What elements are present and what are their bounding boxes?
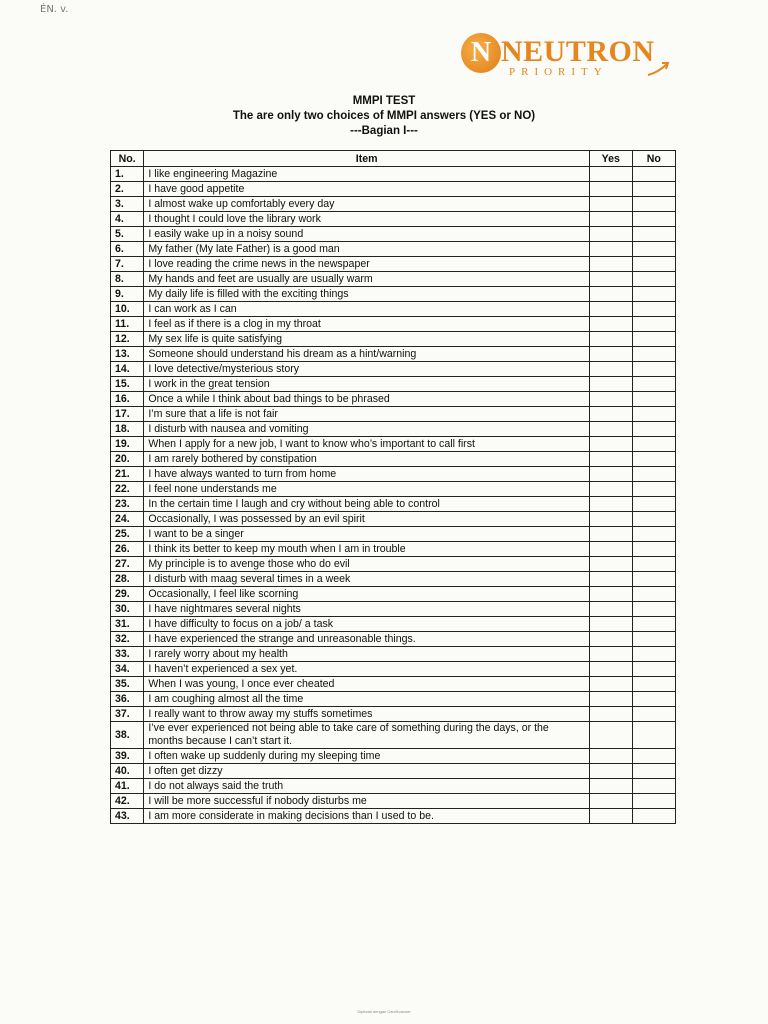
table-row (111, 557, 676, 572)
row-number: 26. (111, 542, 144, 557)
row-item-text: I love reading the crime news in the newspaper (144, 257, 590, 272)
row-number: 9. (111, 287, 144, 302)
answer-no-cell[interactable] (632, 437, 676, 452)
row-number: 16. (111, 392, 144, 407)
row-number: 11. (111, 317, 144, 332)
answer-yes-cell[interactable] (590, 707, 632, 722)
answer-yes-cell[interactable] (590, 542, 632, 557)
table-row (111, 362, 676, 377)
table-row (111, 497, 676, 512)
answer-no-cell[interactable] (632, 587, 676, 602)
table-row (111, 749, 676, 764)
row-item-text: I think its better to keep my mouth when I am in trouble (144, 542, 590, 557)
answer-no-cell[interactable] (632, 572, 676, 587)
answer-yes-cell[interactable] (590, 167, 632, 182)
row-item-text: I will be more successful if nobody disturbs me (144, 794, 590, 809)
table-row (111, 287, 676, 302)
row-number: 43. (111, 809, 144, 824)
row-number: 30. (111, 602, 144, 617)
table-header-row (111, 151, 676, 167)
answer-no-cell[interactable] (632, 497, 676, 512)
answer-no-cell[interactable] (632, 662, 676, 677)
row-item-text: I am rarely bothered by constipation (144, 452, 590, 467)
row-item-text: Occasionally, I feel like scorning (144, 587, 590, 602)
row-number: 35. (111, 677, 144, 692)
row-item-text: I have nightmares several nights (144, 602, 590, 617)
row-item-text: I can work as I can (144, 302, 590, 317)
table-row (111, 707, 676, 722)
answer-yes-cell[interactable] (590, 662, 632, 677)
row-number: 4. (111, 212, 144, 227)
answer-yes-cell[interactable] (590, 212, 632, 227)
answer-no-cell[interactable] (632, 257, 676, 272)
table-row (111, 272, 676, 287)
answer-no-cell[interactable] (632, 512, 676, 527)
answer-yes-cell[interactable] (590, 779, 632, 794)
row-item-text: I really want to throw away my stuffs sometimes (144, 707, 590, 722)
table-row (111, 257, 676, 272)
row-item-text: I thought I could love the library work (144, 212, 590, 227)
row-number: 2. (111, 182, 144, 197)
row-item-text: I often wake up suddenly during my sleeping time (144, 749, 590, 764)
table-row (111, 167, 676, 182)
table-row (111, 242, 676, 257)
answer-yes-cell[interactable] (590, 677, 632, 692)
table-row (111, 347, 676, 362)
answer-no-cell[interactable] (632, 332, 676, 347)
row-number: 32. (111, 632, 144, 647)
column-header-yes: Yes (590, 151, 632, 167)
table-row (111, 617, 676, 632)
answer-yes-cell[interactable] (590, 527, 632, 542)
answer-no-cell[interactable] (632, 287, 676, 302)
table-row (111, 437, 676, 452)
row-item-text: My principle is to avenge those who do evil (144, 557, 590, 572)
row-item-text: I have always wanted to turn from home (144, 467, 590, 482)
row-item-text: My hands and feet are usually are usually warm (144, 272, 590, 287)
answer-yes-cell[interactable] (590, 377, 632, 392)
answer-yes-cell[interactable] (590, 272, 632, 287)
answer-yes-cell[interactable] (590, 347, 632, 362)
document-subtitle: The are only two choices of MMPI answers (YES or NO) (232, 110, 536, 122)
answer-no-cell[interactable] (632, 764, 676, 779)
row-item-text: My father (My late Father) is a good man (144, 242, 590, 257)
answer-yes-cell[interactable] (590, 242, 632, 257)
answer-yes-cell[interactable] (590, 809, 632, 824)
table-row (111, 392, 676, 407)
row-number: 42. (111, 794, 144, 809)
row-item-text: When I apply for a new job, I want to know who’s important to call first (144, 437, 590, 452)
answer-yes-cell[interactable] (590, 602, 632, 617)
row-number: 25. (111, 527, 144, 542)
answer-no-cell[interactable] (632, 467, 676, 482)
row-number: 27. (111, 557, 144, 572)
table-row (111, 407, 676, 422)
document-header (0, 94, 768, 139)
row-number: 1. (111, 167, 144, 182)
answer-no-cell[interactable] (632, 167, 676, 182)
answer-yes-cell[interactable] (590, 512, 632, 527)
answer-yes-cell[interactable] (590, 587, 632, 602)
row-number: 15. (111, 377, 144, 392)
answer-yes-cell[interactable] (590, 317, 632, 332)
row-number: 28. (111, 572, 144, 587)
table-row (111, 422, 676, 437)
answer-no-cell[interactable] (632, 197, 676, 212)
answer-no-cell[interactable] (632, 212, 676, 227)
row-item-text: I have good appetite (144, 182, 590, 197)
answer-yes-cell[interactable] (590, 764, 632, 779)
answer-no-cell[interactable] (632, 182, 676, 197)
table-row (111, 452, 676, 467)
answer-no-cell[interactable] (632, 302, 676, 317)
answer-yes-cell[interactable] (590, 692, 632, 707)
answer-no-cell[interactable] (632, 557, 676, 572)
table-row (111, 302, 676, 317)
answer-yes-cell[interactable] (590, 794, 632, 809)
row-item-text: I am coughing almost all the time (144, 692, 590, 707)
row-item-text: I have experienced the strange and unreasonable things. (144, 632, 590, 647)
answer-yes-cell[interactable] (590, 557, 632, 572)
table-row (111, 587, 676, 602)
table-body (111, 167, 676, 824)
row-item-text: I work in the great tension (144, 377, 590, 392)
row-item-text: I easily wake up in a noisy sound (144, 227, 590, 242)
row-item-text: I’m sure that a life is not fair (144, 407, 590, 422)
answer-yes-cell[interactable] (590, 497, 632, 512)
table-row (111, 377, 676, 392)
table-row (111, 512, 676, 527)
logo-wordmark: NEUTRON (501, 35, 655, 68)
answer-yes-cell[interactable] (590, 572, 632, 587)
table-row (111, 227, 676, 242)
table-row (111, 572, 676, 587)
row-number: 33. (111, 647, 144, 662)
row-item-text: I feel as if there is a clog in my throat (144, 317, 590, 332)
answer-yes-cell[interactable] (590, 482, 632, 497)
table-row (111, 317, 676, 332)
row-number: 36. (111, 692, 144, 707)
logo-emblem-icon: N (461, 33, 501, 73)
row-number: 41. (111, 779, 144, 794)
answer-yes-cell[interactable] (590, 197, 632, 212)
row-number: 3. (111, 197, 144, 212)
column-header-number: No. (111, 151, 144, 167)
answer-yes-cell[interactable] (590, 227, 632, 242)
answer-yes-cell[interactable] (590, 332, 632, 347)
row-item-text: I disturb with maag several times in a week (144, 572, 590, 587)
answer-no-cell[interactable] (632, 482, 676, 497)
row-number: 5. (111, 227, 144, 242)
table-row (111, 692, 676, 707)
answer-yes-cell[interactable] (590, 647, 632, 662)
table-row (111, 809, 676, 824)
answer-yes-cell[interactable] (590, 617, 632, 632)
row-item-text: My daily life is filled with the exciting things (144, 287, 590, 302)
answer-no-cell[interactable] (632, 422, 676, 437)
table-row (111, 647, 676, 662)
answer-no-cell[interactable] (632, 707, 676, 722)
answer-no-cell[interactable] (632, 377, 676, 392)
scanner-watermark: Dipindai dengan CamScanner (357, 1009, 411, 1014)
row-number: 17. (111, 407, 144, 422)
row-number: 31. (111, 617, 144, 632)
answer-no-cell[interactable] (632, 749, 676, 764)
answer-yes-cell[interactable] (590, 182, 632, 197)
logo-subtitle: PRIORITY (509, 66, 608, 78)
neutron-logo (461, 33, 671, 81)
row-number: 23. (111, 497, 144, 512)
table-row (111, 197, 676, 212)
answer-no-cell[interactable] (632, 542, 676, 557)
answer-yes-cell[interactable] (590, 632, 632, 647)
answer-no-cell[interactable] (632, 362, 676, 377)
table-row (111, 332, 676, 347)
row-number: 29. (111, 587, 144, 602)
row-item-text: I almost wake up comfortably every day (144, 197, 590, 212)
answer-no-cell[interactable] (632, 602, 676, 617)
answer-no-cell[interactable] (632, 392, 676, 407)
answer-yes-cell[interactable] (590, 302, 632, 317)
answer-yes-cell[interactable] (590, 467, 632, 482)
row-number: 18. (111, 422, 144, 437)
answer-yes-cell[interactable] (590, 407, 632, 422)
row-number: 12. (111, 332, 144, 347)
answer-yes-cell[interactable] (590, 422, 632, 437)
row-number: 21. (111, 467, 144, 482)
row-number: 40. (111, 764, 144, 779)
table-row (111, 794, 676, 809)
answer-no-cell[interactable] (632, 677, 676, 692)
row-item-text: Occasionally, I was possessed by an evil spirit (144, 512, 590, 527)
row-item-text: I disturb with nausea and vomiting (144, 422, 590, 437)
table-row (111, 467, 676, 482)
answer-no-cell[interactable] (632, 809, 676, 824)
answer-yes-cell[interactable] (590, 749, 632, 764)
answer-no-cell[interactable] (632, 317, 676, 332)
table-row (111, 677, 676, 692)
table-row (111, 602, 676, 617)
table-row (111, 182, 676, 197)
table-row (111, 482, 676, 497)
table-row (111, 722, 676, 749)
table-row (111, 779, 676, 794)
answer-no-cell[interactable] (632, 347, 676, 362)
row-item-text: When I was young, I once ever cheated (144, 677, 590, 692)
answer-no-cell[interactable] (632, 794, 676, 809)
row-number: 8. (111, 272, 144, 287)
answer-yes-cell[interactable] (590, 452, 632, 467)
answer-no-cell[interactable] (632, 407, 676, 422)
row-item-text: I often get dizzy (144, 764, 590, 779)
row-number: 38. (111, 722, 144, 749)
answer-yes-cell[interactable] (590, 257, 632, 272)
answer-no-cell[interactable] (632, 692, 676, 707)
row-item-text: I want to be a singer (144, 527, 590, 542)
document-part: ---Bagian I--- (350, 125, 418, 137)
table-row (111, 527, 676, 542)
row-number: 22. (111, 482, 144, 497)
row-item-text: Someone should understand his dream as a hint/warning (144, 347, 590, 362)
answer-no-cell[interactable] (632, 632, 676, 647)
answer-yes-cell[interactable] (590, 287, 632, 302)
row-item-text: Once a while I think about bad things to be phrased (144, 392, 590, 407)
row-number: 37. (111, 707, 144, 722)
row-item-text: I love detective/mysterious story (144, 362, 590, 377)
row-item-text: In the certain time I laugh and cry without being able to control (144, 497, 590, 512)
row-number: 19. (111, 437, 144, 452)
row-item-text: I rarely worry about my health (144, 647, 590, 662)
row-number: 39. (111, 749, 144, 764)
row-item-text: My sex life is quite satisfying (144, 332, 590, 347)
row-number: 14. (111, 362, 144, 377)
row-item-text: I haven’t experienced a sex yet. (144, 662, 590, 677)
row-item-text: I am more considerate in making decisions than I used to be. (144, 809, 590, 824)
answer-yes-cell[interactable] (590, 362, 632, 377)
row-item-text: I like engineering Magazine (144, 167, 590, 182)
answer-no-cell[interactable] (632, 242, 676, 257)
row-number: 6. (111, 242, 144, 257)
table-row (111, 764, 676, 779)
row-number: 20. (111, 452, 144, 467)
row-number: 24. (111, 512, 144, 527)
table-row (111, 542, 676, 557)
table-row (111, 632, 676, 647)
row-item-text: I’ve ever experienced not being able to take care of something during the days, or the months because I can’t start it. (144, 722, 590, 749)
answer-yes-cell[interactable] (590, 722, 632, 749)
column-header-no: No (632, 151, 676, 167)
answer-no-cell[interactable] (632, 722, 676, 749)
answer-yes-cell[interactable] (590, 437, 632, 452)
answer-no-cell[interactable] (632, 452, 676, 467)
table-row (111, 212, 676, 227)
answer-no-cell[interactable] (632, 527, 676, 542)
answer-no-cell[interactable] (632, 647, 676, 662)
answer-no-cell[interactable] (632, 617, 676, 632)
logo-swoosh-icon (646, 61, 670, 77)
row-item-text: I feel none understands me (144, 482, 590, 497)
answer-no-cell[interactable] (632, 779, 676, 794)
document-title: MMPI TEST (352, 95, 416, 107)
row-item-text: I do not always said the truth (144, 779, 590, 794)
row-number: 34. (111, 662, 144, 677)
row-number: 10. (111, 302, 144, 317)
column-header-item: Item (144, 151, 590, 167)
row-number: 13. (111, 347, 144, 362)
answer-yes-cell[interactable] (590, 392, 632, 407)
mmpi-question-table (110, 150, 676, 824)
answer-no-cell[interactable] (632, 227, 676, 242)
row-item-text: I have difficulty to focus on a job/ a task (144, 617, 590, 632)
table-row (111, 662, 676, 677)
row-number: 7. (111, 257, 144, 272)
answer-no-cell[interactable] (632, 272, 676, 287)
corner-handwriting: ÉN. v. (40, 4, 69, 15)
